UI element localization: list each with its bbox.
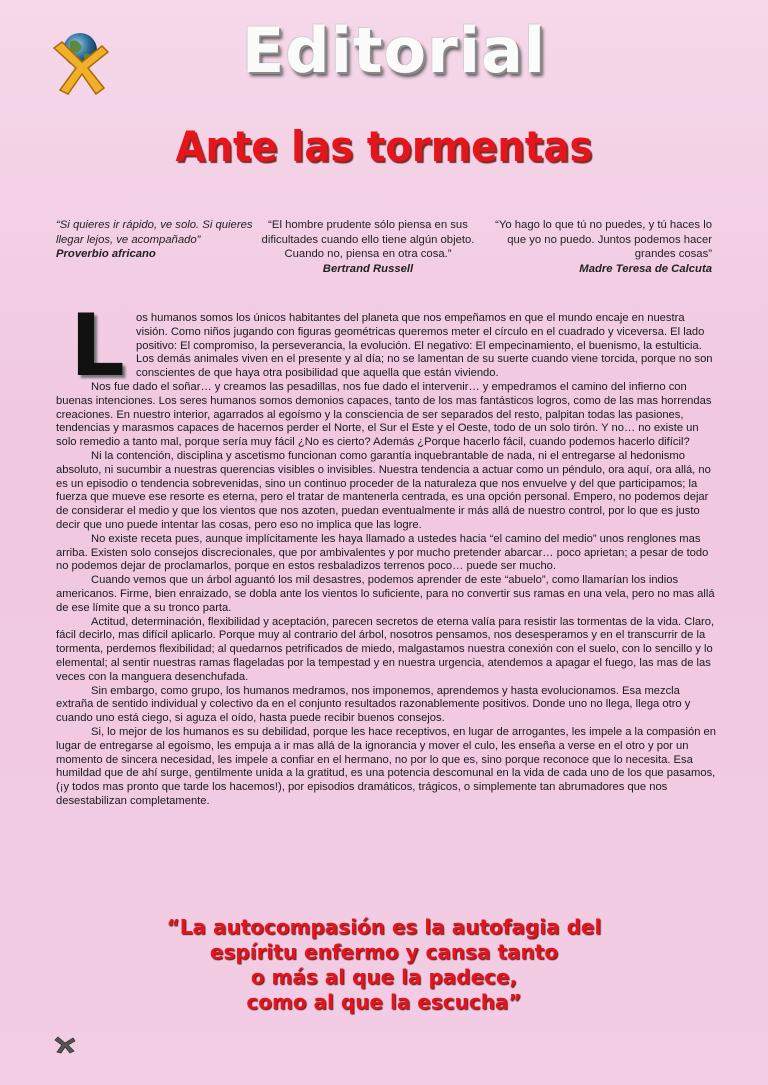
article-subtitle: Ante las tormentas (175, 122, 593, 171)
article-paragraph: Nos fue dado el soñar… y creamos las pesadillas, nos fue dado el intervenir… y empedramos el camino del infierno con buenas intenciones. Los seres humanos somos demonios capaces, tanto de los mas fantásticos logros, como de las mas horrendas creaciones. En nuestro interior, agarrados al egoísmo y la consciencia de ser separados del resto, palpitan todas las pasiones, tendencias y marasmos capaces de hacernos perder el Norte, el Sur el Este y el Oeste, todo de un solo tirón. Y no… no existe un solo remedio a tanto mal, porque sería muy fácil ¿No es cierto? Además ¿Porque hacerlo fácil, cuando podemos hacerlo difícil? (56, 380, 712, 449)
quote-bertrand-russell (256, 218, 480, 276)
page-title: Editorial (241, 14, 547, 87)
quotes-row (56, 218, 712, 278)
pull-quote-line: como al que la escucha” (246, 990, 522, 1014)
article-paragraph: Ni la contención, disciplina y ascetismo funcionan como garantía inquebrantable de nada, ni el entregarse al hedonismo absoluto, ni sucumbir a nuestras querencias visibles o invisibles. Nuestra tendencia a actuar como un péndulo, ora aquí, ora allá, no es un episodio o tendencia sobrevenidas, sino un continuo proceder de la naturaleza que nos envuelve y del que participamos; la fuerza que mueve ese resorte es eterna, pero el tratar de mantenerla centrada, es una opción personal. Empero, no podemos dejar de considerar el medio y que los vientos que nos azoten, puedan eventualmente ir más allá de nuestro control, por lo que es justo decir que uno puede intentar las cosas, pero eso no implica que las logre. (56, 449, 711, 531)
pull-quote-line: espíritu enfermo y cansa tanto (209, 940, 559, 964)
article-paragraph: Sin embargo, como grupo, los humanos medramos, nos imponemos, aprendemos y hasta evolucionamos. Esa mezcla extraña de sentido individual y colectivo da en el conjunto resultados razonablemente positivos. Donde uno no llega, llega otro y cuando uno está ciego, si aguza el oído, hasta puede recibir buenos consejos. (56, 684, 691, 725)
pull-quote (0, 915, 768, 1015)
article-paragraph: Actitud, determinación, flexibilidad y aceptación, parecen secretos de eterna valía para resistir las tormentas de la vida. Claro, fácil decirlo, mas difícil aplicarlo. Porque muy al contrario del árbol, nosotros pensamos, nos desesperamos y en el transcurrir de la tormenta, perdemos flexibilidad; al quedarnos petrificados de miedo, malgastamos nuestra conexión con el suelo, con lo sencillo y lo elemental; al sentir nuestras ramas flageladas por la tempestad y en nuestra urgencia, atendemos a apagar el fuego, las mas de las veces con la manguera desenchufada. (56, 615, 715, 683)
article-paragraph: Cuando vemos que un árbol aguantó los mil desastres, podemos aprender de este “abuelo”, como llamarían los indios americanos. Firme, bien enraizado, se dobla ante los vientos lo suficiente, para no convertir sus ramas en una vela, pero no mas allá de ese límite que a su tronco parta. (56, 574, 715, 614)
quote-author: Bertrand Russell (322, 262, 414, 275)
quote-author: Madre Teresa de Calcuta (579, 262, 712, 275)
quote-madre-teresa (488, 218, 712, 276)
quote-text: “Yo hago lo que tú no puedes, y tú haces lo que yo no puedo. Juntos podemos hacer grandes cosas” (495, 219, 712, 260)
drop-cap: L (70, 296, 125, 396)
pull-quote-line: o más al que la padece, (250, 965, 518, 989)
article-paragraph: No existe receta pues, aunque implícitamente les haya llamado a ustedes hacia “el camino del medio” unos renglones mas arriba. Existen solo consejos discrecionales, que por ambivalentes y por mucho pretender abarcar… poco aprietan; a pesar de todo no podemos dejar de proclamarlos, porque en estos resbaladizos terrenos poco… puede ser mucho. (56, 532, 709, 573)
quote-text: “El hombre prudente sólo piensa en sus dificultades cuando ello tiene algún objeto. Cuando no, piensa en otra cosa.” (261, 219, 475, 260)
quote-author: Proverbio africano (56, 248, 156, 260)
quote-african-proverb (56, 218, 256, 262)
figure-footer-icon (54, 1036, 76, 1054)
article-paragraph: Si, lo mejor de los humanos es su debilidad, porque les hace receptivos, en lugar de arrogantes, les impele a la compasión en lugar de entregarse al egoísmo, les empuja a ir mas allá de la ignorancia y mover el culo, les enseña a verse en el otro y por un momento de sincera necesidad, les impele a confiar en el hermano, no por lo que es, sino porque reconoce que lo necesita. Esa humildad que de ahí surge, gentilmente unida a la gratitud, es una potencia descomunal en la vida de cada uno de los que pasamos, (¡y todos mas pronto que tarde los hacemos!), por episodios dramáticos, trágicos, o simplemente tan abrumadores que nos desestabilizan completamente. (56, 725, 716, 807)
quote-text: “Si quieres ir rápido, ve solo. Si quieres llegar lejos, ve acompañado” (56, 219, 253, 246)
article-paragraph: os humanos somos los únicos habitantes del planeta que nos empeñamos en que el mundo encaje en nuestra visión. Como niños jugando con figuras geométricas queremos meter el círculo en el cuadrado y viceversa. El lado positivo: El compromiso, la perseverancia, la evolución. El negativo: El empecinamiento, el buenismo, la estulticia. Los demás animales viven en el presente y al día; no se lamentan de su suerte cuando viene torcida, porque no son conscientes de que haya otra posibilidad que aquella que están viviendo. (136, 312, 713, 380)
article-body (56, 312, 716, 809)
pull-quote-line: “La autocompasión es la autofagia del (166, 915, 602, 939)
